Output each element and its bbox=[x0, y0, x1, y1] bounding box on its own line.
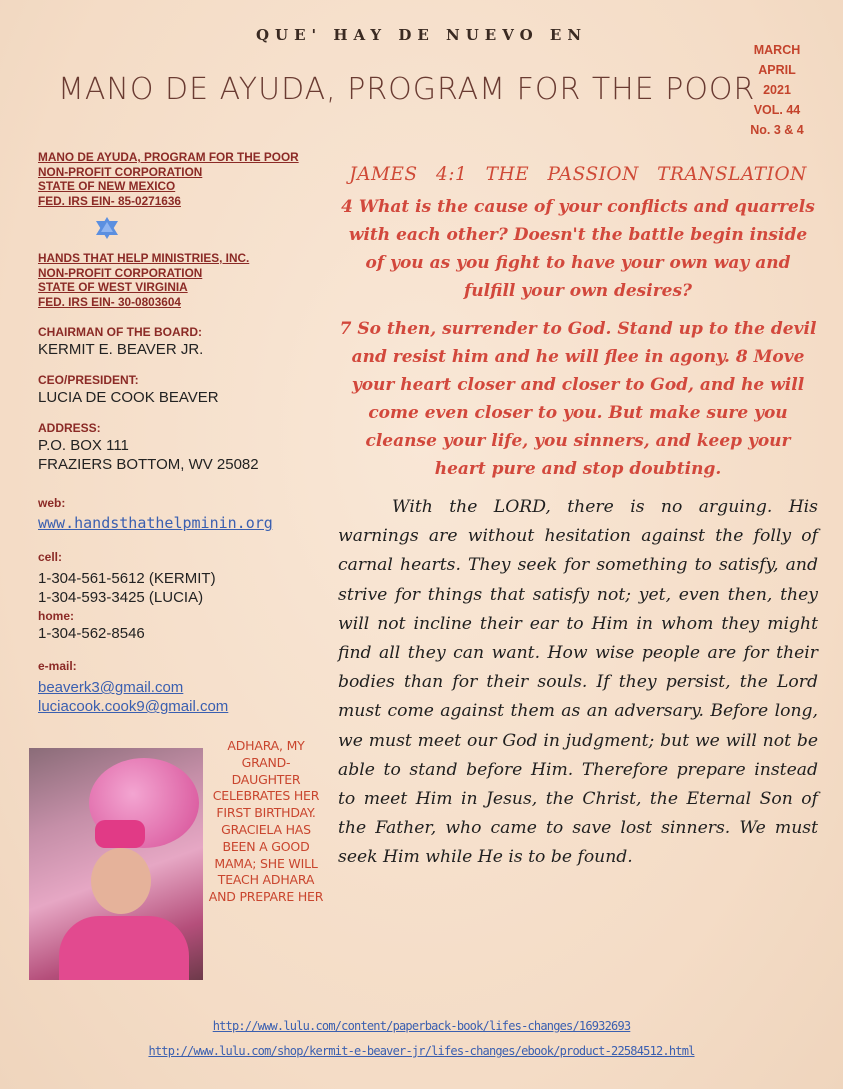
home-label: home: bbox=[38, 609, 74, 623]
ceo-name: LUCIA DE COOK BEAVER bbox=[38, 389, 219, 406]
issue-month-1: MARCH bbox=[753, 43, 801, 57]
cell-lucia: 1-304-593-3425 (LUCIA) bbox=[38, 589, 204, 606]
photo-caption: ADHARA, MY GRAND-DAUGHTER CELEBRATES HER FIRST BIRTHDAY. GRACIELA HAS BEEN A GOOD MAMA; SHE WILL TEACH ADHARA AND PREPARE HER bbox=[208, 738, 324, 905]
star-of-david-icon bbox=[94, 216, 120, 240]
birthday-photo bbox=[29, 748, 203, 980]
child-face-shape bbox=[91, 848, 151, 914]
email-kermit-link[interactable]: beaverk3@gmail.com bbox=[38, 679, 184, 696]
web-label: web: bbox=[38, 496, 66, 510]
cell-kermit: 1-304-561-5612 (KERMIT) bbox=[38, 570, 216, 587]
org2-state: STATE OF WEST VIRGINIA bbox=[38, 280, 188, 294]
chairman-label: CHAIRMAN OF THE BOARD: bbox=[38, 325, 202, 339]
devotional-text: With the LORD, there is no arguing. His warnings are without hesitation against the folly of carnal hearts. They seek for something to satisfy, and strive for things that satisfy not; yet, even then, they will not incline their ear to Him in whom they might find all they can want. How wise people are for their bodies than for their souls. If they persist, the Lord must come against them as an adversary. Before long, we must meet our God in judgment; but we will not be able to stand before Him. Therefore prepare instead to meet Him in Jesus, the Christ, the Eternal Son of the Father, who came to save lost sinners. We must seek Him while He is to be found. bbox=[338, 497, 818, 868]
footer-link-ebook[interactable]: http://www.lulu.com/shop/kermit-e-beaver-jr/lifes-changes/ebook/product-22584512.html bbox=[148, 1044, 695, 1058]
org-mano-de-ayuda bbox=[38, 150, 338, 208]
email-label: e-mail: bbox=[38, 659, 77, 673]
scripture-column bbox=[338, 164, 818, 873]
issue-month-2: APRIL bbox=[758, 63, 796, 77]
address-label: ADDRESS: bbox=[38, 421, 101, 435]
website-link[interactable]: www.handsthathelpminin.org bbox=[38, 514, 273, 532]
verse-1: 4 What is the cause of your conflicts and quarrels with each other? Doesn't the battle begin inside of you as you fight to have your own way and fulfill your own desires? bbox=[341, 197, 815, 301]
bow-shape bbox=[95, 820, 145, 848]
org2-name: HANDS THAT HELP MINISTRIES, INC. bbox=[38, 251, 250, 265]
issue-number: No. 3 & 4 bbox=[750, 123, 804, 137]
masthead-title: MANO DE AYUDA, PROGRAM FOR THE POOR bbox=[58, 72, 756, 107]
org2-ein: FED. IRS EIN- 30-0803604 bbox=[38, 294, 181, 309]
issue-volume: VOL. 44 bbox=[753, 103, 801, 117]
org1-type: NON-PROFIT CORPORATION bbox=[38, 164, 203, 179]
org1-name: MANO DE AYUDA, PROGRAM FOR THE POOR bbox=[38, 150, 299, 164]
sidebar-info bbox=[38, 150, 338, 716]
chairman-name: KERMIT E. BEAVER JR. bbox=[38, 341, 204, 358]
issue-info bbox=[741, 40, 813, 140]
org1-ein: FED. IRS EIN- 85-0271636 bbox=[38, 193, 181, 208]
org2-type: NON-PROFIT CORPORATION bbox=[38, 265, 203, 280]
org1-state: STATE OF NEW MEXICO bbox=[38, 179, 176, 193]
dress-shape bbox=[59, 916, 189, 980]
masthead-tagline: QUE' HAY DE NUEVO EN bbox=[255, 26, 588, 44]
email-lucia-link[interactable]: luciacook.cook9@gmail.com bbox=[38, 698, 229, 715]
issue-year: 2021 bbox=[763, 83, 791, 97]
address-line-2: FRAZIERS BOTTOM, WV 25082 bbox=[38, 456, 259, 473]
org-hands-that-help bbox=[38, 251, 338, 309]
footer-link-paperback[interactable]: http://www.lulu.com/content/paperback-book/lifes-changes/16932693 bbox=[212, 1019, 631, 1033]
ceo-label: CEO/PRESIDENT: bbox=[38, 373, 139, 387]
verse-2: 7 So then, surrender to God. Stand up to the devil and resist him and he will flee in agony. 8 Move your heart closer and closer to God, and he will come even closer to you. But make sure you cleanse your life, you sinners, and keep your heart pure and stop doubting. bbox=[339, 319, 817, 479]
address-line-1: P.O. BOX 111 bbox=[38, 437, 129, 454]
cell-label: cell: bbox=[38, 550, 63, 564]
scripture-heading: JAMES 4:1 THE PASSION TRANSLATION bbox=[349, 164, 807, 185]
home-phone: 1-304-562-8546 bbox=[38, 625, 145, 642]
